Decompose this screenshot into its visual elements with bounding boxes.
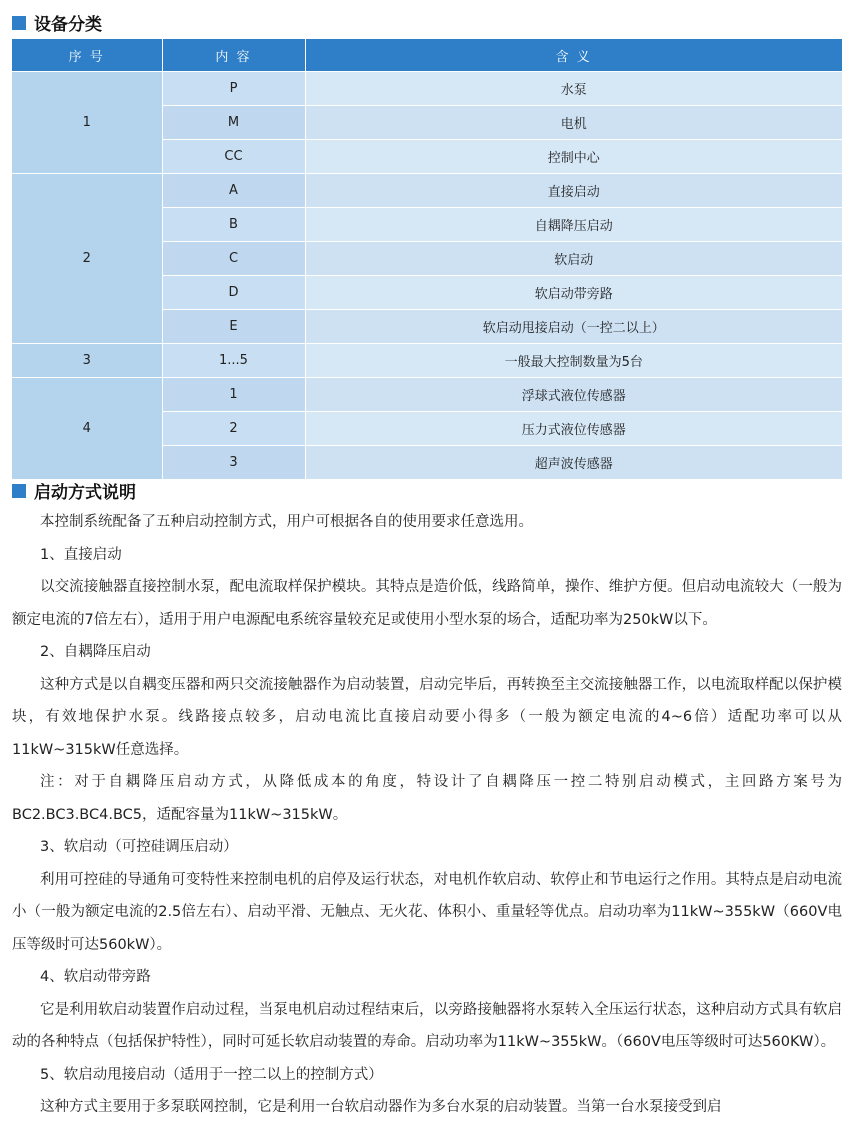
meaning-cell: 软启动甩接启动（一控二以上） [305,310,842,344]
content-code-cell: 2 [162,412,305,446]
heading-square-icon [12,16,26,30]
content-code-cell: 1 [162,378,305,412]
group-number-cell: 1 [12,72,162,174]
content-code-cell: 1...5 [162,344,305,378]
section-title: 设备分类 [34,15,102,35]
content-code-cell: 3 [162,446,305,480]
header-number: 序 号 [12,39,162,72]
body-paragraph: 2、自耦降压启动 [40,644,151,660]
meaning-cell: 自耦降压启动 [305,208,842,242]
device-classification-table [12,39,842,479]
section-heading-start-methods [12,478,136,503]
content-code-cell: D [162,276,305,310]
meaning-cell: 一般最大控制数量为5台 [305,344,842,378]
meaning-cell: 控制中心 [305,140,842,174]
meaning-cell: 软启动 [305,242,842,276]
header-content: 内 容 [162,39,305,72]
table-row [12,72,842,106]
body-paragraph: 利用可控硅的导通角可变特性来控制电机的启停及运行状态，对电机作软启动、软停止和节电运行之作用。其特点是启动电流小（一般为额定电流的2.5倍左右）、启动平滑、无触点、无火花、体积小、重量轻等优点。启动功率为11kW~355kW（660V电压等级时可达560kW）。 [12,871,842,953]
body-paragraph: 这种方式是以自耦变压器和两只交流接触器作为启动装置，启动完毕后，再转换至主交流接触器工作，以电流取样配以保护模块，有效地保护水泵。线路接点较多，启动电流比直接启动要小得多（一般为额定电流的4~6倍）适配功率可以从11kW~315kW任意选择。 [12,676,842,758]
body-paragraph: 以交流接触器直接控制水泵，配电流取样保护模块。其特点是造价低，线路简单，操作、维护方便。但启动电流较大（一般为额定电流的7倍左右），适用于用户电源配电系统容量较充足或使用小型水泵的场合，适配功率为250kW以下。 [12,579,842,628]
group-number-cell: 3 [12,344,162,378]
group-number-cell: 2 [12,174,162,344]
table-row [12,378,842,412]
meaning-cell: 水泵 [305,72,842,106]
meaning-cell: 电机 [305,106,842,140]
header-meaning: 含 义 [305,39,842,72]
body-paragraph: 它是利用软启动装置作启动过程，当泵电机启动过程结束后，以旁路接触器将水泵转入全压运行状态，这种启动方式具有软启动的各种特点（包括保护特性），同时可延长软启动装置的寿命。启动功率为11kW~355kW。（660V电压等级时可达560KW）。 [12,1001,842,1050]
meaning-cell: 直接启动 [305,174,842,208]
table-row [12,174,842,208]
content-code-cell: A [162,174,305,208]
start-methods-text [12,506,842,1124]
meaning-cell: 浮球式液位传感器 [305,378,842,412]
section-title: 启动方式说明 [34,483,136,503]
content-code-cell: E [162,310,305,344]
meaning-cell: 压力式液位传感器 [305,412,842,446]
content-code-cell: P [162,72,305,106]
body-paragraph: 注：对于自耦降压启动方式，从降低成本的角度，特设计了自耦降压一控二特别启动模式，主回路方案号为BC2.BC3.BC4.BC5，适配容量为11kW~315kW。 [12,774,842,823]
content-code-cell: B [162,208,305,242]
content-code-cell: CC [162,140,305,174]
heading-square-icon [12,484,26,498]
body-paragraph: 本控制系统配备了五种启动控制方式，用户可根据各自的使用要求任意选用。 [40,514,533,530]
meaning-cell: 超声波传感器 [305,446,842,480]
meaning-cell: 软启动带旁路 [305,276,842,310]
group-number-cell: 4 [12,378,162,480]
table-row [12,344,842,378]
body-paragraph: 1、直接启动 [40,546,122,563]
body-paragraph: 4、软启动带旁路 [40,969,151,985]
body-paragraph: 3、软启动（可控硅调压启动） [40,839,238,855]
body-paragraph: 这种方式主要用于多泵联网控制，它是利用一台软启动器作为多台水泵的启动装置。当第一台水泵接受到启 [40,1099,722,1115]
section-heading-device-classification [12,10,102,35]
content-code-cell: C [162,242,305,276]
content-code-cell: M [162,106,305,140]
body-paragraph: 5、软启动甩接启动（适用于一控二以上的控制方式） [40,1066,383,1083]
table-header-row [12,39,842,72]
